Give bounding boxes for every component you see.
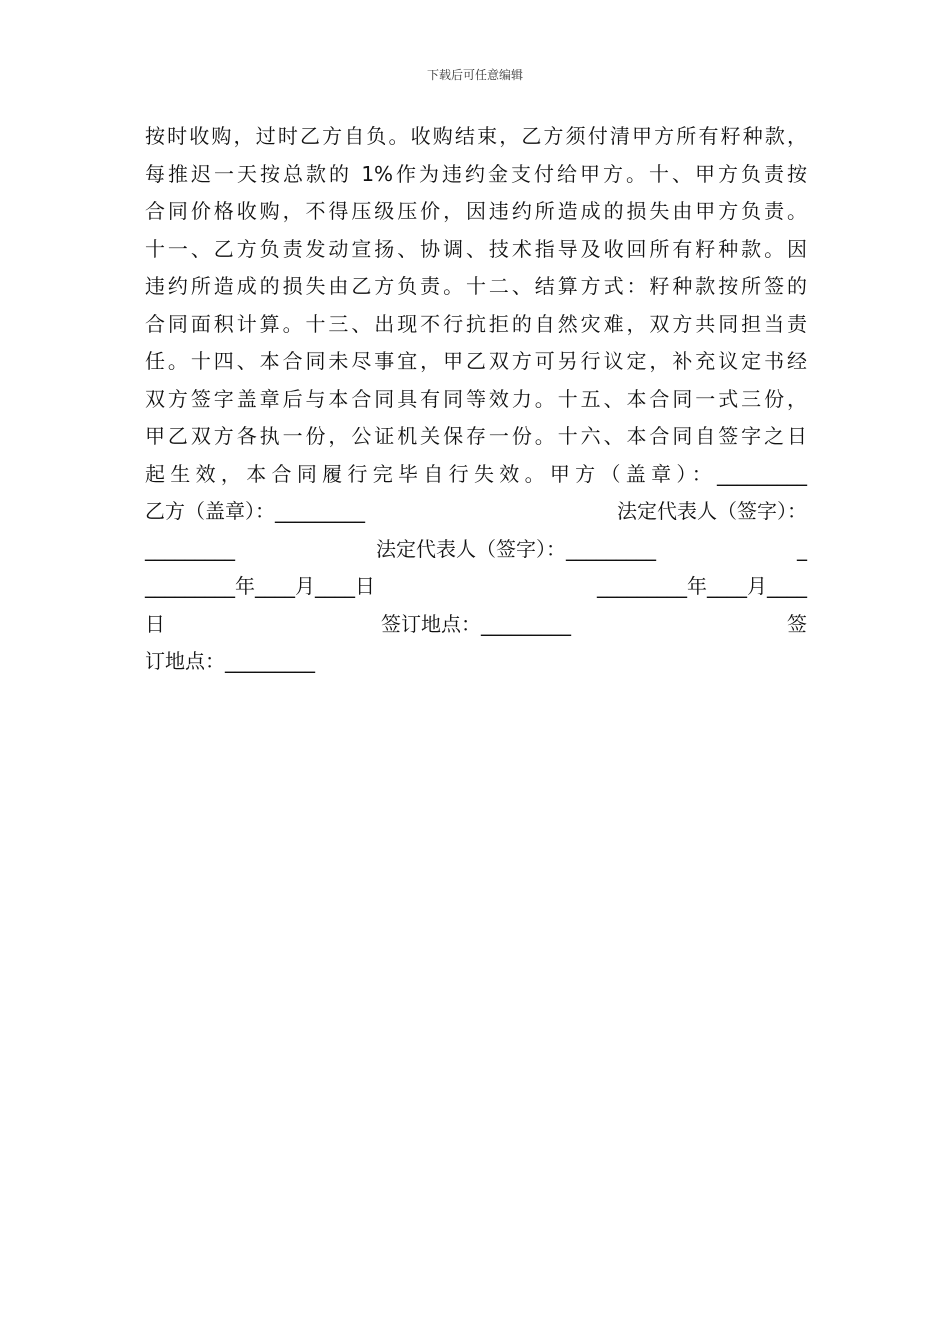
date-day-label: 日 [145, 611, 165, 636]
signature-row [145, 531, 807, 569]
signing-location-start: 签 [787, 611, 807, 636]
party-b-seal-field: 乙方（盖章）：_________ [145, 499, 365, 523]
body-line: 十一、乙方负责发动宣扬、协调、技术指导及收回所有籽种款。因 [145, 236, 807, 261]
signing-location-field-end: 订地点：_________ [145, 649, 315, 673]
legal-rep-signature-field: 法定代表人（签字）：_________ [376, 536, 656, 561]
contract-body [145, 118, 807, 681]
body-line: 每推迟一天按总款的 1%作为违约金支付给甲方。十、甲方负责按 [145, 161, 807, 186]
body-line: 任。十四、本合同未尽事宜，甲乙双方可另行议定，补充议定书经 [145, 349, 807, 373]
body-line: 合同面积计算。十三、出现不行抗拒的自然灾难，双方共同担当责 [145, 311, 807, 336]
location-row [145, 606, 807, 644]
date-field-left: _________年____月____日 [145, 574, 375, 598]
date-field-right: _________年____月____ [597, 574, 807, 598]
page-header: 下载后可任意编辑 [426, 68, 523, 82]
signature-blank-end: _ [797, 536, 807, 561]
location-row [145, 643, 807, 681]
body-line: 合同价格收购，不得压级压价，因违约所造成的损失由甲方负责。 [145, 199, 807, 223]
signature-row [145, 493, 807, 531]
body-line: 按时收购，过时乙方自负。收购结束，乙方须付清甲方所有籽种款， [145, 124, 807, 148]
date-row [145, 568, 807, 606]
body-line: 双方签字盖章后与本合同具有同等效力。十五、本合同一式三份， [145, 386, 807, 411]
body-line: 甲乙双方各执一份，公证机关保存一份。十六、本合同自签字之日 [145, 424, 807, 448]
body-line: 起生效，本合同履行完毕自行失效。甲方（盖章）：_________ [145, 461, 807, 486]
body-line: 违约所造成的损失由乙方负责。十二、结算方式：籽种款按所签的 [145, 274, 807, 298]
signature-blank: _________ [145, 536, 235, 561]
signing-location-field: 签订地点：_________ [381, 611, 571, 636]
legal-rep-signature-label: 法定代表人（签字）： [617, 499, 807, 523]
